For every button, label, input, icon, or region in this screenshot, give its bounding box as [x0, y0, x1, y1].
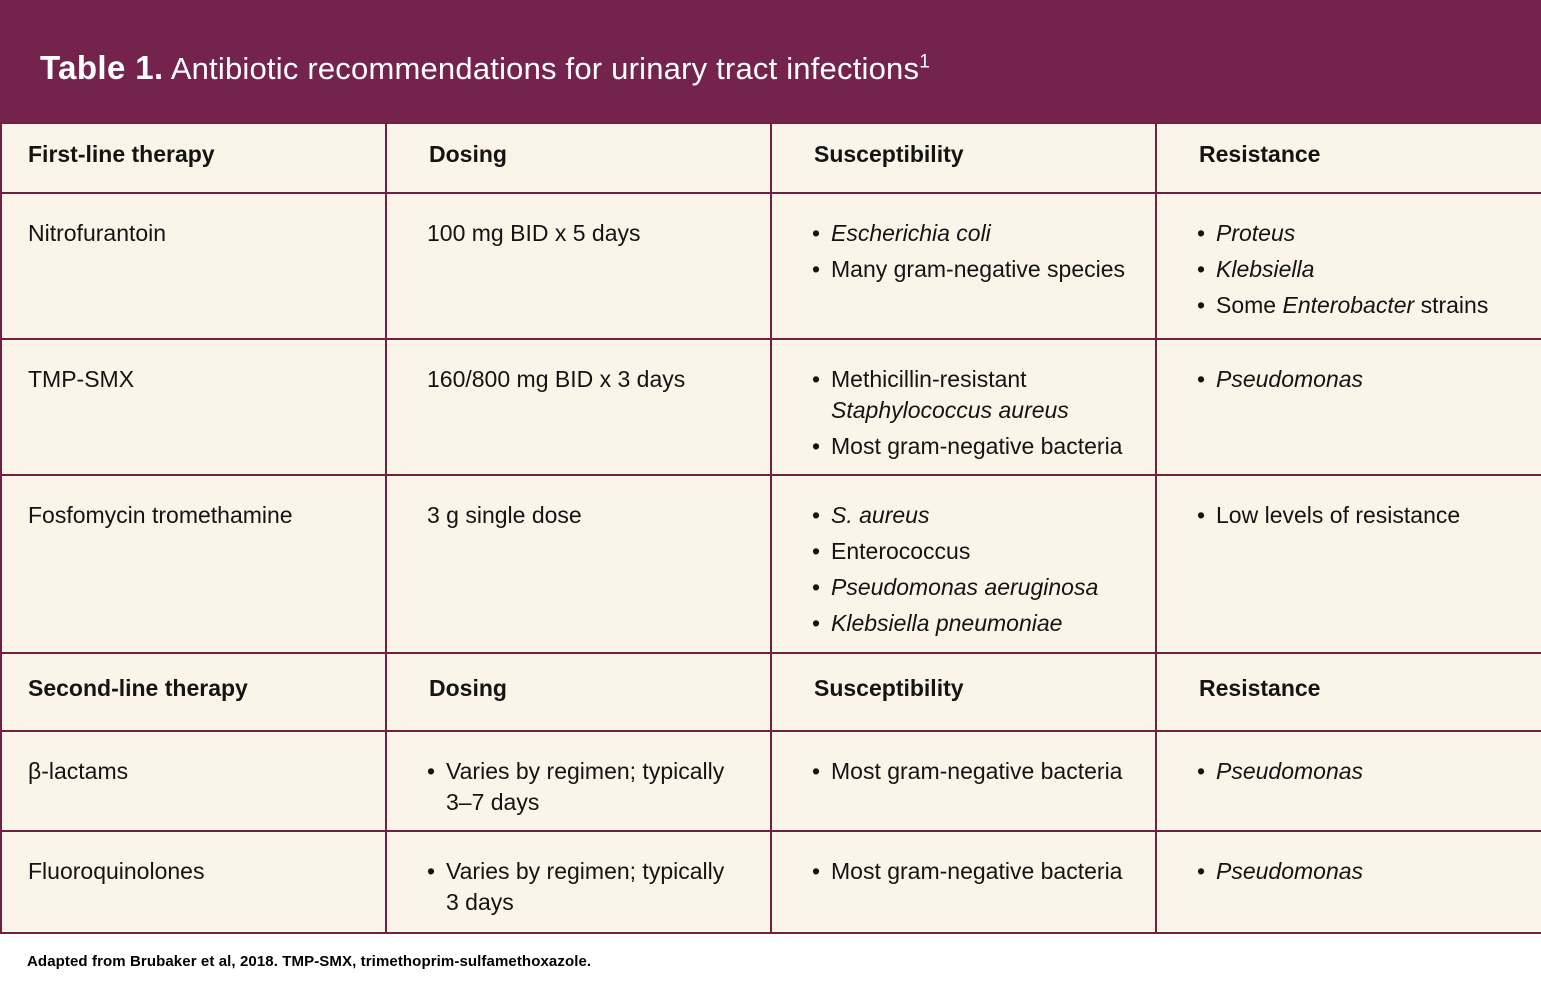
table-row — [1, 831, 1541, 933]
italic-text-segment: Enterobacter — [1282, 292, 1415, 318]
bullet-list-item — [812, 500, 1145, 531]
italic-text-segment: Proteus — [1216, 220, 1296, 246]
cell-therapy: Fosfomycin tromethamine — [1, 475, 386, 653]
text-line — [446, 887, 760, 918]
italic-text-segment: Klebsiella pneumoniae — [831, 610, 1063, 636]
column-header: Resistance — [1156, 123, 1541, 193]
text-segment: Some — [1216, 292, 1283, 318]
text-line — [446, 856, 760, 887]
bullet-icon: • — [427, 758, 436, 784]
text-line — [1216, 856, 1531, 887]
cell-dosing — [386, 193, 771, 339]
cell-dosing — [386, 475, 771, 653]
text-line — [446, 787, 760, 818]
item-text — [446, 856, 760, 918]
bullet-list-item — [812, 572, 1145, 603]
bullet-icon: • — [1197, 502, 1206, 528]
table-title-banner — [0, 0, 1541, 122]
column-header: Susceptibility — [771, 123, 1156, 193]
table-title — [40, 49, 930, 87]
item-text — [1216, 290, 1531, 321]
bullet-icon: • — [812, 574, 821, 600]
cell-resistance — [1156, 731, 1541, 831]
text-line — [831, 254, 1145, 285]
text-line — [831, 218, 1145, 249]
item-text — [831, 431, 1145, 462]
italic-text-segment: S. aureus — [831, 502, 930, 528]
bullet-list-item — [812, 254, 1145, 285]
bullet-list-item — [812, 756, 1145, 787]
text-line — [1216, 756, 1531, 787]
bullet-list-item — [1197, 364, 1531, 395]
text-segment: Most gram-negative bacteria — [831, 858, 1123, 884]
bullet-list-item — [1197, 856, 1531, 887]
item-text — [1216, 856, 1531, 887]
text-line — [831, 572, 1145, 603]
item-text — [1216, 364, 1531, 395]
item-text — [1216, 500, 1531, 531]
bullet-list-item — [812, 431, 1145, 462]
text-segment: Methicillin-resistant — [831, 366, 1027, 392]
text-line — [831, 536, 1145, 567]
text-line — [427, 218, 760, 249]
table-footnote: Adapted from Brubaker et al, 2018. TMP-SMX, trimethoprim-sulfamethoxazole. — [0, 934, 1541, 970]
bullet-icon: • — [812, 758, 821, 784]
table-number-label: Table 1. — [40, 49, 164, 86]
text-segment: Varies by regimen; typically — [446, 858, 725, 884]
bullet-list-item — [1197, 756, 1531, 787]
item-text — [831, 218, 1145, 249]
item-text — [831, 536, 1145, 567]
bullet-list-item — [812, 218, 1145, 249]
text-line — [1216, 364, 1531, 395]
text-segment: Enterococcus — [831, 538, 971, 564]
text-segment: Many gram-negative species — [831, 256, 1126, 282]
text-segment: 100 mg BID x 5 days — [427, 220, 641, 246]
text-segment: Most gram-negative bacteria — [831, 433, 1123, 459]
item-text — [831, 500, 1145, 531]
cell-susceptibility — [771, 831, 1156, 933]
text-line — [446, 756, 760, 787]
table-row — [1, 731, 1541, 831]
column-header: Dosing — [386, 653, 771, 731]
text-line — [1216, 500, 1531, 531]
bullet-list-item — [812, 856, 1145, 887]
cell-therapy: β-lactams — [1, 731, 386, 831]
text-segment: 160/800 mg BID x 3 days — [427, 366, 686, 392]
text-line — [1216, 254, 1531, 285]
cell-dosing — [386, 339, 771, 475]
bullet-icon: • — [812, 220, 821, 246]
text-segment: strains — [1414, 292, 1489, 318]
bullet-icon: • — [812, 366, 821, 392]
cell-resistance — [1156, 831, 1541, 933]
italic-text-segment: Staphylococcus aureus — [831, 397, 1069, 423]
item-text — [1216, 254, 1531, 285]
cell-resistance — [1156, 193, 1541, 339]
item-text — [831, 856, 1145, 887]
item-text — [831, 254, 1145, 285]
cell-therapy: Nitrofurantoin — [1, 193, 386, 339]
item-text — [831, 572, 1145, 603]
column-header: Second-line therapy — [1, 653, 386, 731]
table-row — [1, 475, 1541, 653]
text-line — [831, 856, 1145, 887]
bullet-list-item — [1197, 218, 1531, 249]
italic-text-segment: Pseudomonas aeruginosa — [831, 574, 1099, 600]
italic-text-segment: Pseudomonas — [1216, 366, 1364, 392]
text-line — [1216, 218, 1531, 249]
text-line — [831, 500, 1145, 531]
text-line — [831, 395, 1145, 426]
bullet-icon: • — [812, 538, 821, 564]
text-line — [831, 756, 1145, 787]
cell-text — [427, 500, 760, 531]
column-header: Susceptibility — [771, 653, 1156, 731]
text-segment: 3 g single dose — [427, 502, 582, 528]
text-segment: Low levels of resistance — [1216, 502, 1461, 528]
bullet-list-item — [812, 536, 1145, 567]
bullet-icon: • — [812, 502, 821, 528]
text-line — [427, 364, 760, 395]
table-body — [1, 123, 1541, 933]
column-header: Dosing — [386, 123, 771, 193]
item-text — [1216, 218, 1531, 249]
table-row — [1, 193, 1541, 339]
item-text — [446, 756, 760, 818]
item-text — [831, 608, 1145, 639]
bullet-list-item — [1197, 254, 1531, 285]
cell-dosing — [386, 831, 771, 933]
text-line — [831, 364, 1145, 395]
cell-dosing — [386, 731, 771, 831]
bullet-icon: • — [1197, 858, 1206, 884]
bullet-icon: • — [1197, 292, 1206, 318]
cell-therapy: Fluoroquinolones — [1, 831, 386, 933]
bullet-list-item — [812, 364, 1145, 426]
cell-susceptibility — [771, 475, 1156, 653]
bullet-list-item — [1197, 500, 1531, 531]
table-header-row — [1, 653, 1541, 731]
bullet-icon: • — [1197, 256, 1206, 282]
cell-therapy: TMP-SMX — [1, 339, 386, 475]
column-header: Resistance — [1156, 653, 1541, 731]
bullet-list-item — [427, 856, 760, 918]
table-row — [1, 339, 1541, 475]
bullet-list-item — [427, 756, 760, 818]
item-text — [831, 756, 1145, 787]
bullet-icon: • — [1197, 220, 1206, 246]
bullet-list-item — [812, 608, 1145, 639]
bullet-icon: • — [427, 858, 436, 884]
column-header: First-line therapy — [1, 123, 386, 193]
antibiotic-recommendations-table — [0, 122, 1541, 934]
bullet-list-item — [1197, 290, 1531, 321]
italic-text-segment: Klebsiella — [1216, 256, 1315, 282]
text-line — [831, 608, 1145, 639]
cell-text — [427, 218, 760, 249]
bullet-icon: • — [1197, 758, 1206, 784]
text-segment: Varies by regimen; typically — [446, 758, 725, 784]
bullet-icon: • — [1197, 366, 1206, 392]
bullet-icon: • — [812, 256, 821, 282]
cell-susceptibility — [771, 731, 1156, 831]
bullet-icon: • — [812, 858, 821, 884]
text-segment: 3 days — [446, 889, 514, 915]
text-segment: Most gram-negative bacteria — [831, 758, 1123, 784]
item-text — [427, 364, 760, 395]
cell-susceptibility — [771, 339, 1156, 475]
cell-text — [427, 364, 760, 395]
cell-susceptibility — [771, 193, 1156, 339]
item-text — [1216, 756, 1531, 787]
bullet-icon: • — [812, 433, 821, 459]
bullet-icon: • — [812, 610, 821, 636]
italic-text-segment: Pseudomonas — [1216, 758, 1364, 784]
item-text — [831, 364, 1145, 426]
text-line — [831, 431, 1145, 462]
reference-superscript: 1 — [919, 51, 930, 73]
text-segment: 3–7 days — [446, 789, 540, 815]
text-line — [427, 500, 760, 531]
item-text — [427, 500, 760, 531]
cell-resistance — [1156, 475, 1541, 653]
cell-resistance — [1156, 339, 1541, 475]
italic-text-segment: Pseudomonas — [1216, 858, 1364, 884]
italic-text-segment: Escherichia coli — [831, 220, 991, 246]
table-header-row — [1, 123, 1541, 193]
text-line — [1216, 290, 1531, 321]
item-text — [427, 218, 760, 249]
table-title-text: Antibiotic recommendations for urinary tract infections — [163, 51, 920, 86]
